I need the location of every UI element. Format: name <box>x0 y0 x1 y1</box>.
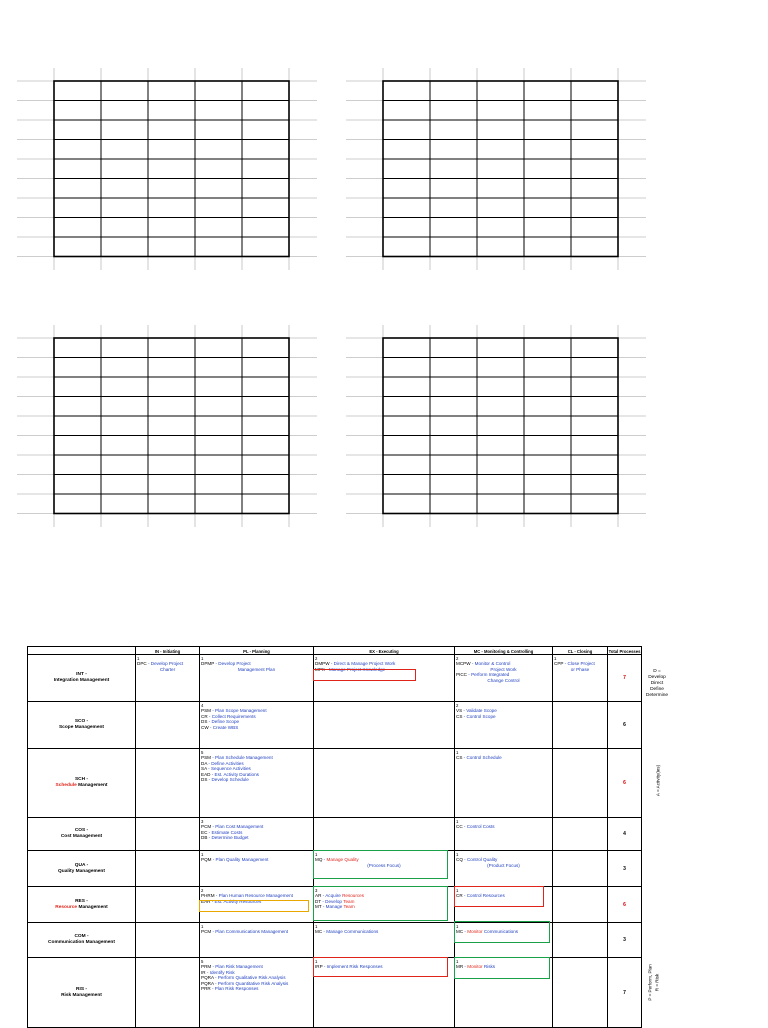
process-name: - <box>322 857 327 863</box>
process-name: - Manage Project Knowledge <box>324 666 386 672</box>
process-count: 3 <box>315 888 318 893</box>
grid-lines <box>17 325 317 527</box>
process-line <box>315 929 453 935</box>
process-abbrev: PQRA <box>201 975 214 981</box>
process-abbrev: PCM <box>201 824 212 830</box>
side-note-definitions <box>640 669 674 699</box>
knowledge-area <box>28 851 136 887</box>
knowledge-area-name <box>29 940 134 946</box>
process-abbrev: DS <box>201 719 208 725</box>
process-abbrev: IRP <box>315 964 323 970</box>
knowledge-area <box>28 923 136 958</box>
knowledge-area <box>28 655 136 702</box>
process-name-suffix: Communications <box>482 929 519 935</box>
process-abbrev: DB <box>201 835 208 841</box>
process-name: - Determine Budget <box>207 835 249 841</box>
process-name: - Est. Activity Resources <box>210 898 262 904</box>
process-name: Project Work <box>490 666 517 672</box>
process-name: - <box>463 964 468 970</box>
process-name: - Plan Risk Responses <box>210 986 259 992</box>
header-executing: EX - Executing <box>314 647 455 655</box>
process-name: - Create WBS <box>208 724 239 730</box>
process-name: - Implement Risk Responses <box>322 964 383 970</box>
knowledge-area-name <box>29 783 134 789</box>
process-abbrev: MPK <box>315 666 325 672</box>
process-abbrev: PRM <box>201 964 212 970</box>
process-cell <box>200 818 314 851</box>
knowledge-area-code: RES - <box>75 898 88 904</box>
process-name-highlight: Resources <box>342 893 365 899</box>
process-cell <box>200 702 314 749</box>
process-cell <box>553 851 608 887</box>
knowledge-area <box>28 958 136 1028</box>
process-abbrev: SA <box>201 766 207 772</box>
total-processes: 4 <box>608 818 642 851</box>
process-abbrev: DPC <box>137 661 147 667</box>
grid-bold-frame <box>383 81 618 257</box>
process-name: - Plan Schedule Management <box>210 755 273 761</box>
knowledge-area-name <box>29 678 134 684</box>
process-name: Management Plan <box>237 666 276 672</box>
process-abbrev: DMPW <box>315 661 330 667</box>
process-name: - Perform Integrated <box>466 672 510 678</box>
process-name-highlight: Team <box>343 904 355 910</box>
process-name: (Product Focus) <box>487 862 520 868</box>
process-name: - Control Quality <box>462 857 498 863</box>
process-count: 2 <box>456 656 459 661</box>
process-line <box>201 777 312 783</box>
process-line <box>554 667 606 673</box>
process-name: Charter <box>159 666 176 672</box>
process-name: (Process Focus) <box>367 862 401 868</box>
process-cell <box>200 655 314 702</box>
process-count: 2 <box>201 888 204 893</box>
process-cell <box>314 749 455 818</box>
process-name: - Estimate Costs <box>207 829 243 835</box>
knowledge-area-name-text: Management <box>77 904 108 910</box>
process-cell <box>136 655 200 702</box>
process-name: - Monitor & Control <box>470 661 511 667</box>
process-line <box>456 714 551 720</box>
process-abbrev: IR <box>201 969 206 975</box>
process-count: 1 <box>315 852 318 857</box>
process-line <box>456 755 551 761</box>
process-name: - Control Schedule <box>462 755 502 761</box>
process-count: 1 <box>201 852 204 857</box>
process-abbrev: EAD <box>201 771 211 777</box>
process-abbrev: PHRM <box>201 893 215 899</box>
process-cell <box>455 655 553 702</box>
process-cell <box>455 702 553 749</box>
knowledge-area-name-text: Management <box>76 783 108 788</box>
highlight-box-res-exec <box>313 886 448 921</box>
process-abbrev: PICC <box>456 672 467 678</box>
process-count: 1 <box>456 924 459 929</box>
process-name: - Acquire <box>321 893 343 899</box>
highlight-box-mpk <box>313 666 416 681</box>
empty-grid-top-left <box>17 68 317 270</box>
process-count: 1 <box>201 656 204 661</box>
process-abbrev: PSM <box>201 708 211 714</box>
grid-lines <box>346 325 646 527</box>
process-abbrev: VS <box>456 708 463 714</box>
process-abbrev: EC <box>201 829 208 835</box>
process-abbrev: DPMP <box>201 661 215 667</box>
process-name-suffix: Risks <box>482 964 496 970</box>
process-abbrev: CR <box>201 713 208 719</box>
process-count: 1 <box>201 924 204 929</box>
empty-grid-bottom-right <box>346 325 646 527</box>
knowledge-area <box>28 818 136 851</box>
process-abbrev: PSM <box>201 755 211 761</box>
knowledge-area-name-text: Quality Management <box>58 868 105 874</box>
process-cell <box>553 958 608 1028</box>
process-cell <box>136 851 200 887</box>
process-name: - Develop Project <box>214 661 251 667</box>
process-abbrev: CPP <box>554 661 564 667</box>
matrix-row <box>28 749 642 818</box>
process-count: 1 <box>456 852 459 857</box>
grid-bold-frame <box>54 81 289 257</box>
knowledge-area-name <box>29 834 134 840</box>
side-note-line: D = <box>653 669 661 674</box>
empty-grid-top-right <box>346 68 646 270</box>
knowledge-area-name <box>29 869 134 875</box>
process-cell <box>136 958 200 1028</box>
process-name: - Plan Risk Management <box>211 964 263 970</box>
process-name: - Manage Communications <box>322 929 379 935</box>
process-name: - Develop <box>321 898 344 904</box>
process-name: - Plan Quality Management <box>211 857 269 863</box>
process-cell <box>553 887 608 923</box>
process-abbrev: CR <box>456 893 463 899</box>
process-count: 1 <box>554 656 557 661</box>
process-name: - Define Scope <box>207 719 240 725</box>
process-name: - Plan Human Resource Management <box>214 893 293 899</box>
process-cell <box>136 923 200 958</box>
process-cell <box>136 702 200 749</box>
header-planning: PL - Planning <box>200 647 314 655</box>
process-name: - Manage <box>321 904 344 910</box>
knowledge-area-name-highlight: Schedule <box>55 783 77 788</box>
knowledge-area-name-text: Cost Management <box>60 834 103 839</box>
process-name: - Perform Quantitative Risk Analysis <box>213 980 289 986</box>
process-count: 1 <box>456 750 459 755</box>
process-cell <box>314 818 455 851</box>
knowledge-area-code: SCO - <box>74 719 89 725</box>
side-note-activity: A = Activity(ies) <box>655 764 661 797</box>
process-name: - Plan Cost Management <box>211 824 264 830</box>
process-count: 1 <box>315 924 318 929</box>
process-name: - Perform Qualitative Risk Analysis <box>213 975 286 981</box>
process-cell <box>314 923 455 958</box>
knowledge-area <box>28 887 136 923</box>
total-processes: 3 <box>608 923 642 958</box>
process-cell <box>200 958 314 1028</box>
process-cell <box>553 749 608 818</box>
process-count: 5 <box>201 959 204 964</box>
matrix-row <box>28 702 642 749</box>
process-name: Change Control <box>487 677 520 683</box>
process-abbrev: CS <box>456 713 463 719</box>
side-note-perform: P = Perform, Plan <box>647 964 653 1001</box>
process-cell <box>200 923 314 958</box>
process-abbrev: CW <box>201 724 209 730</box>
knowledge-area-code: QUA - <box>74 862 89 868</box>
process-count: 2 <box>456 703 459 708</box>
process-abbrev: PQM <box>201 857 212 863</box>
process-abbrev: DT <box>315 898 322 904</box>
highlight-box-mq <box>313 850 448 879</box>
process-abbrev: DA <box>201 760 208 766</box>
process-count: 1 <box>456 819 459 824</box>
process-count: 3 <box>201 819 204 824</box>
header-initiating: IN - Initiating <box>136 647 200 655</box>
process-name: - <box>463 929 468 935</box>
process-name-highlight: Team <box>343 898 355 904</box>
process-line <box>456 863 551 869</box>
process-cell <box>553 702 608 749</box>
process-name: - Plan Communications Management <box>211 929 289 935</box>
process-count: 1 <box>137 656 140 661</box>
knowledge-area-name <box>29 725 134 731</box>
highlight-box-ear <box>199 900 309 912</box>
side-note-line: Define <box>650 686 664 692</box>
process-line <box>201 857 312 863</box>
matrix-header-row <box>28 647 642 655</box>
total-processes: 6 <box>608 749 642 818</box>
grid-lines <box>17 68 317 270</box>
knowledge-area-name-text: Risk Management <box>61 992 102 998</box>
knowledge-area-name-text: Integration Management <box>53 678 110 683</box>
process-cell <box>200 851 314 887</box>
process-line <box>137 667 198 673</box>
process-count: 5 <box>201 750 204 755</box>
grid-bold-frame <box>54 338 289 514</box>
header-monitoring: MC - Monitoring & Controlling <box>455 647 553 655</box>
knowledge-area-name-text: Scope Management <box>58 725 105 730</box>
total-processes: 3 <box>608 851 642 887</box>
process-abbrev: MT <box>315 904 322 910</box>
process-line <box>201 667 312 673</box>
knowledge-area-code: RIS - <box>76 986 87 992</box>
knowledge-area-code: SCH - <box>74 777 89 783</box>
process-cell <box>136 887 200 923</box>
process-name-highlight: Manage Quality <box>326 857 359 863</box>
process-cell <box>136 818 200 851</box>
grid-bold-frame <box>383 338 618 514</box>
process-name: - Validate Scope <box>462 708 497 714</box>
process-name: - Control Costs <box>462 824 495 830</box>
matrix-row <box>28 818 642 851</box>
process-name: - Develop Project <box>146 661 184 667</box>
side-note-risk: R = Risk <box>654 973 660 992</box>
knowledge-area <box>28 749 136 818</box>
knowledge-area <box>28 702 136 749</box>
process-cell <box>553 923 608 958</box>
process-line <box>201 986 312 992</box>
total-processes: 6 <box>608 887 642 923</box>
process-count: 4 <box>201 703 204 708</box>
total-processes: 7 <box>608 958 642 1028</box>
knowledge-area-name-highlight: Resource <box>55 904 78 910</box>
process-line <box>456 824 551 830</box>
process-abbrev: CC <box>456 824 463 830</box>
process-line <box>456 678 551 684</box>
process-cell <box>455 851 553 887</box>
process-abbrev: MCPW <box>456 661 471 667</box>
grid-lines <box>346 68 646 270</box>
process-count: 2 <box>315 656 318 661</box>
knowledge-area-name-text: Communication Management <box>48 940 115 945</box>
process-abbrev: PCM <box>201 929 212 935</box>
empty-grid-bottom-left <box>17 325 317 527</box>
knowledge-area-code: COM - <box>74 934 89 940</box>
process-abbrev: MQ <box>315 857 323 863</box>
side-note-line: Develop <box>648 674 666 680</box>
process-name: - Plan Scope Management <box>210 708 267 714</box>
process-count: 1 <box>456 959 459 964</box>
process-abbrev: AR <box>315 893 322 899</box>
process-abbrev: CS <box>456 755 463 761</box>
process-cell <box>553 818 608 851</box>
process-abbrev: MC <box>456 929 464 935</box>
process-name-highlight: Monitor <box>467 964 483 970</box>
process-name: - Close Project <box>563 661 595 667</box>
process-count: 1 <box>456 888 459 893</box>
highlight-box-monitor-risk <box>454 957 550 979</box>
process-name: - Control Scope <box>462 713 496 719</box>
side-note-line: Direct <box>650 680 664 686</box>
process-line <box>201 725 312 731</box>
process-abbrev: EAR <box>201 898 211 904</box>
knowledge-area-name <box>29 993 134 999</box>
process-name: - Identify Risk <box>205 969 235 975</box>
process-name: - Est. Activity Durations <box>210 771 259 777</box>
header-blank <box>28 647 136 655</box>
process-cell <box>455 818 553 851</box>
process-cell <box>136 749 200 818</box>
highlight-box-monitor-comm <box>454 921 550 943</box>
total-processes: 6 <box>608 702 642 749</box>
knowledge-area-code: COS - <box>74 828 89 834</box>
process-name: - Define Activities <box>207 760 244 766</box>
process-cell <box>314 702 455 749</box>
process-abbrev: CQ <box>456 857 463 863</box>
process-name-highlight: Monitor <box>467 929 483 935</box>
process-line <box>201 835 312 841</box>
total-processes: 7 <box>608 655 642 702</box>
process-name: or Phase <box>570 666 590 672</box>
process-abbrev: PRR <box>201 986 211 992</box>
knowledge-area-name <box>29 905 134 911</box>
process-name: - Direct & Manage Project Work <box>329 661 396 667</box>
process-abbrev: PQRA <box>201 980 214 986</box>
process-cell <box>553 655 608 702</box>
process-line <box>201 929 312 935</box>
process-cell <box>200 749 314 818</box>
side-note-line: Determine <box>645 692 669 698</box>
process-abbrev: MR <box>456 964 464 970</box>
process-cell <box>455 749 553 818</box>
process-abbrev: DS <box>201 777 208 783</box>
header-total: Total Processes <box>608 647 642 655</box>
process-abbrev: MC <box>315 929 323 935</box>
process-name: - Sequence Activities <box>206 766 251 772</box>
highlight-box-cr <box>454 886 544 907</box>
process-name: - Develop Schedule <box>207 777 249 783</box>
process-name: - Collect Requirements <box>207 713 256 719</box>
knowledge-area-code: INT - <box>76 672 87 678</box>
header-closing: CL - Closing <box>553 647 608 655</box>
process-count: 1 <box>315 959 318 964</box>
highlight-box-irp <box>313 957 448 977</box>
process-name: - Control Resources <box>462 893 505 899</box>
